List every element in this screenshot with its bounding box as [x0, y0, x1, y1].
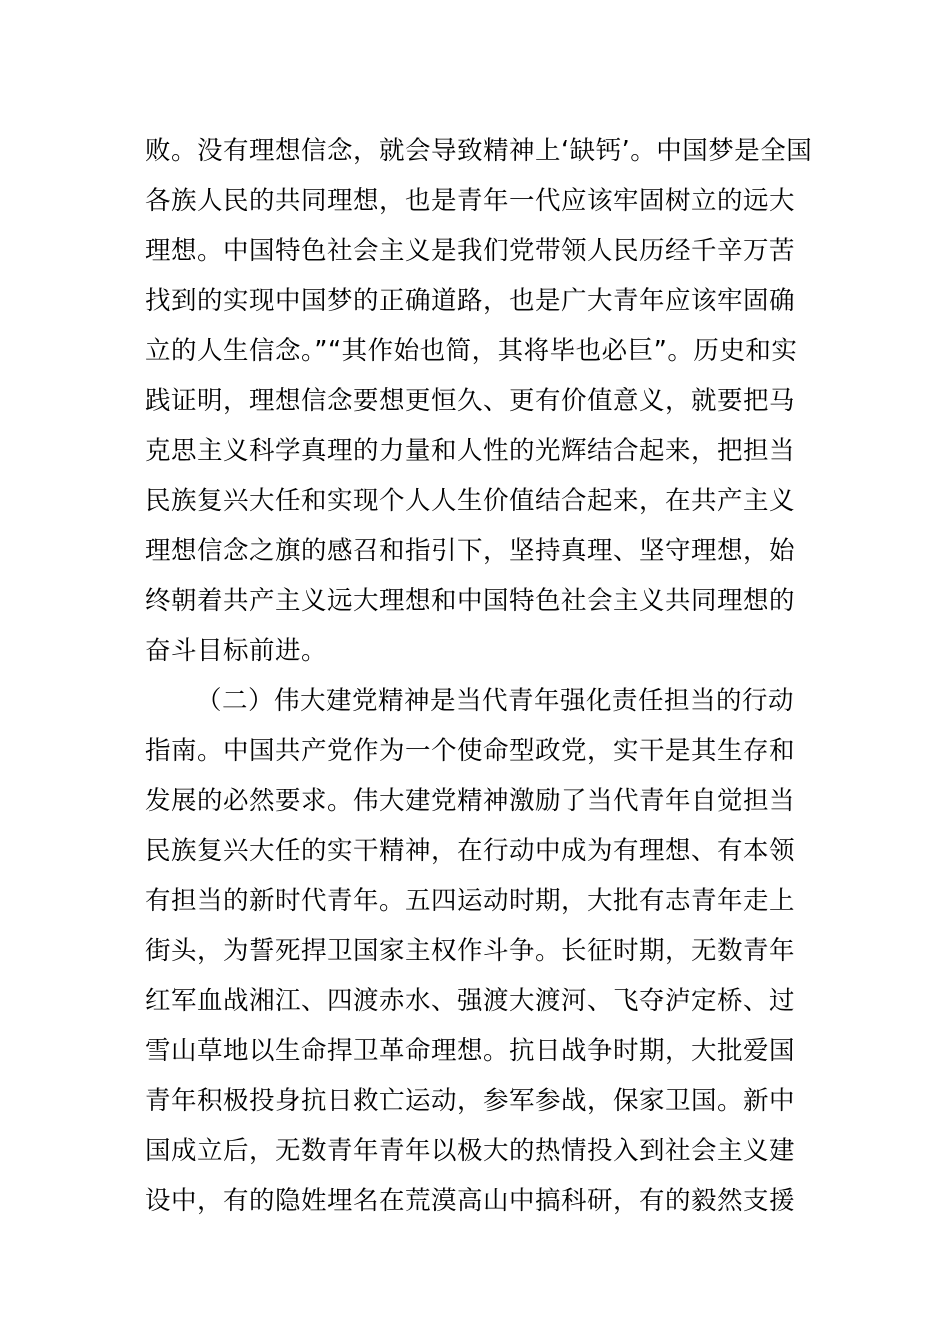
- section-heading-line: （二）伟大建党精神是当代青年强化责任担当的行动: [196, 686, 795, 716]
- text-line: 雪山草地以生命捍卫革命理想。抗日战争时期，大批爱国: [145, 1036, 796, 1066]
- text-line: 民族复兴大任和实现个人人生价值结合起来，在共产主义: [145, 486, 796, 516]
- text-line: 街头，为誓死捍卫国家主权作斗争。长征时期，无数青年: [145, 936, 796, 966]
- text-line: 发展的必然要求。伟大建党精神激励了当代青年自觉担当: [145, 786, 796, 816]
- text-line: 有担当的新时代青年。五四运动时期，大批有志青年走上: [145, 886, 796, 916]
- text-line: 国成立后，无数青年青年以极大的热情投入到社会主义建: [145, 1136, 796, 1166]
- text-line: 理想信念之旗的感召和指引下，坚持真理、坚守理想，始: [145, 536, 796, 566]
- text-line: 各族人民的共同理想，也是青年一代应该牢固树立的远大: [145, 186, 796, 216]
- text-line: 设中，有的隐姓埋名在荒漠高山中搞科研，有的毅然支援: [145, 1186, 796, 1216]
- text-line: 立的人生信念。”“其作始也简，其将毕也必巨”。历史和实: [145, 336, 798, 366]
- text-line: 终朝着共产主义远大理想和中国特色社会主义共同理想的: [145, 586, 796, 616]
- text-line: 红军血战湘江、四渡赤水、强渡大渡河、飞夺泸定桥、过: [145, 986, 796, 1016]
- text-line: 克思主义科学真理的力量和人性的光辉结合起来，把担当: [145, 436, 796, 466]
- body-text: [145, 126, 825, 1226]
- text-line: 践证明，理想信念要想更恒久、更有价值意义，就要把马: [145, 386, 796, 416]
- text-line: 青年积极投身抗日救亡运动，参军参战，保家卫国。新中: [145, 1086, 796, 1116]
- text-line: 民族复兴大任的实干精神，在行动中成为有理想、有本领: [145, 836, 796, 866]
- text-line: 败。没有理想信念，就会导致精神上‘缺钙’。中国梦是全国: [145, 136, 813, 166]
- text-line: 理想。中国特色社会主义是我们党带领人民历经千辛万苦: [145, 236, 796, 266]
- text-line: 奋斗目标前进。: [145, 636, 328, 666]
- text-line: 指南。中国共产党作为一个使命型政党，实干是其生存和: [145, 736, 796, 766]
- text-line: 找到的实现中国梦的正确道路，也是广大青年应该牢固确: [145, 286, 796, 316]
